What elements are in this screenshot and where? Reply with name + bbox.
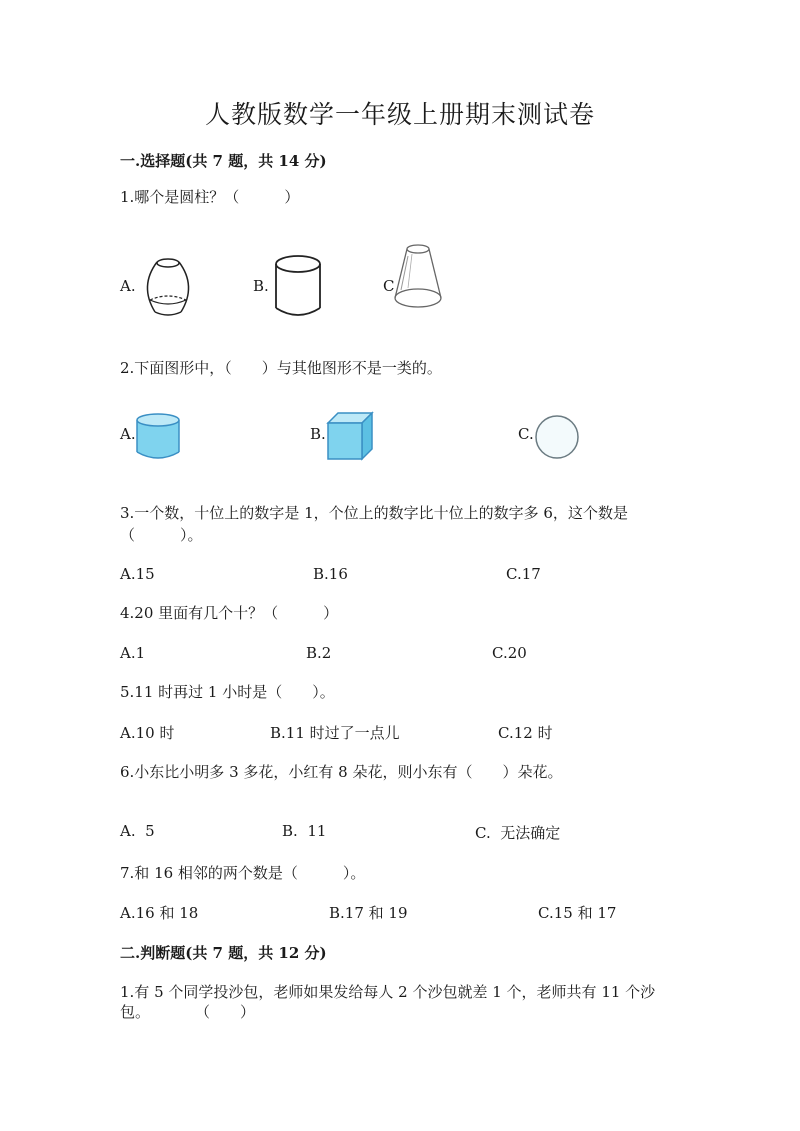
q5-option-b: B.11 时过了一点儿 [270, 724, 400, 742]
q1-option-b-label: B. [253, 277, 269, 295]
q6-option-a: A. 5 [120, 822, 155, 840]
q3-option-b: B.16 [313, 565, 348, 583]
q4-option-c: C.20 [492, 644, 527, 662]
question-3-line-2: （ ）。 [120, 526, 203, 544]
q6-option-b: B. 11 [282, 822, 327, 840]
blue-cylinder-icon [135, 412, 181, 460]
q1-option-c-label: C [383, 277, 395, 295]
q2-option-b-label: B. [310, 425, 326, 443]
q5-option-c: C.12 时 [498, 724, 553, 742]
q2-option-c-label: C. [518, 425, 534, 443]
circle-icon [534, 414, 580, 460]
question-1: 1.哪个是圆柱？（ ） [120, 188, 300, 206]
q2-option-a-label: A. [120, 425, 136, 443]
q3-option-c: C.17 [506, 565, 541, 583]
cylinder-icon [274, 254, 324, 318]
question-3-line-1: 3.一个数，十位上的数字是 1，个位上的数字比十位上的数字多 6，这个数是 [120, 504, 628, 522]
truncated-cone-icon [392, 242, 444, 314]
barrel-shape-icon [143, 256, 193, 318]
question-2: 2.下面图形中，（ ）与其他图形不是一类的。 [120, 359, 442, 377]
q6-option-c: C. 无法确定 [475, 824, 561, 842]
blue-cube-icon [326, 411, 374, 461]
question-5: 5.11 时再过 1 小时是（ ）。 [120, 683, 335, 701]
question-6: 6.小东比小明多 3 多花，小红有 8 朵花，则小东有（ ）朵花。 [120, 763, 563, 781]
q7-option-b: B.17 和 19 [329, 904, 408, 922]
q7-option-c: C.15 和 17 [538, 904, 617, 922]
question-4: 4.20 里面有几个十？（ ） [120, 604, 339, 622]
question-7: 7.和 16 相邻的两个数是（ ）。 [120, 864, 366, 882]
section-heading-choice: 一.选择题(共 7 题，共 14 分) [120, 152, 327, 170]
page-title: 人教版数学一年级上册期末测试卷 [204, 100, 595, 129]
judgement-1-line-1: 1.有 5 个同学投沙包，老师如果发给每人 2 个沙包就差 1 个，老师共有 11 个沙 [120, 983, 656, 1001]
q3-option-a: A.15 [120, 565, 155, 583]
q5-option-a: A.10 时 [120, 724, 175, 742]
judgement-1-line-2: 包。 （ ） [120, 1003, 256, 1021]
q7-option-a: A.16 和 18 [120, 904, 199, 922]
q4-option-b: B.2 [306, 644, 332, 662]
section-heading-judgement: 二.判断题(共 7 题，共 12 分) [120, 944, 327, 962]
q1-option-a-label: A. [120, 277, 136, 295]
q4-option-a: A.1 [120, 644, 146, 662]
